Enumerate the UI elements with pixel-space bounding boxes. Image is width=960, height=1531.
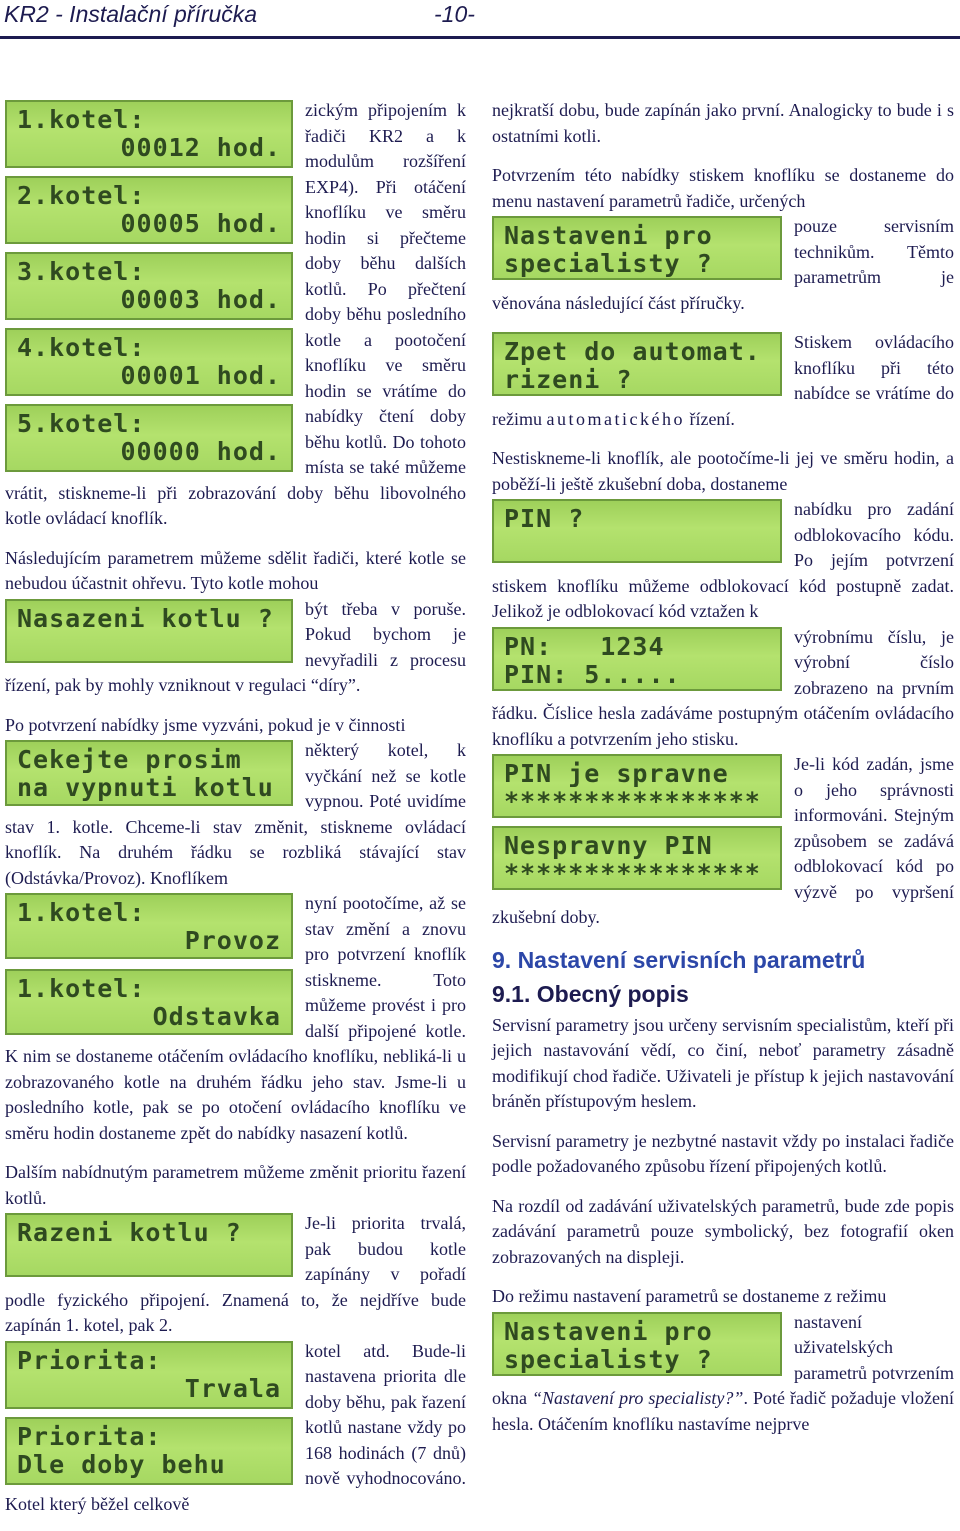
document-title: KR2 - Instalační příručka xyxy=(4,1,258,27)
lcd-line: PN: 1234 xyxy=(504,631,665,661)
lcd-display xyxy=(492,826,782,890)
lcd-pn xyxy=(492,627,782,691)
lcd-line: 3.kotel: xyxy=(17,257,146,286)
lcd-line: Zpet do automat. xyxy=(504,337,761,366)
lcd-display xyxy=(492,332,782,396)
lcd-display xyxy=(5,1341,293,1409)
lcd-line: Trvala xyxy=(184,1373,281,1403)
lcd-line: rizeni ? xyxy=(504,365,633,394)
lcd-display xyxy=(492,754,782,818)
lcd-line: Priorita: xyxy=(17,1421,162,1451)
paragraph xyxy=(492,446,954,497)
paragraph: Je-li kód zadán, jsme o jeho správnosti informováni. Stejným způsobem se zadává odblokovací kód po výzvě po vypršení zkušební doby. xyxy=(492,754,954,927)
lcd-line: Nastaveni pro xyxy=(504,1316,713,1346)
paragraph: být třeba v poruše. Pokud bychom je nevyřadili z procesu řízení, pak by mohly vzniknout v regulaci “díry”. xyxy=(5,598,466,695)
lcd-display xyxy=(492,499,782,563)
lcd-line: PIN ? xyxy=(504,504,585,533)
lcd-priorita-stack xyxy=(5,1341,293,1485)
lcd-display xyxy=(492,216,782,280)
page-header xyxy=(0,0,960,40)
lcd-display xyxy=(492,1312,782,1376)
header-rule xyxy=(0,36,960,39)
paragraph-text: Následujícím parametrem můžeme sdělit řadiči, které kotle se nebudou účastnit ohřevu. Tyto kotle mohou xyxy=(5,547,466,593)
lcd-nasazeni xyxy=(5,599,293,663)
left-column xyxy=(5,98,466,1531)
lcd-razeni xyxy=(5,1213,293,1277)
lcd-line: 2.kotel: xyxy=(17,181,146,210)
right-column xyxy=(492,98,954,1451)
paragraph: výrobnímu číslu, je výrobní číslo zobrazeno na prvním řádku. Číslice hesla zadáváme postupným otáčením ovládacího knoflíku a potvrzením jeho stisku. xyxy=(492,626,954,749)
paragraph xyxy=(492,1284,954,1310)
lcd-line: 1.kotel: xyxy=(17,974,146,1003)
lcd-line: Cekejte prosim xyxy=(17,745,242,774)
paragraph-text: Nestiskneme-li knoflík, ale pootočíme-li jej ve směru hodin, a poběží-li ještě zkušební doba, dostaneme xyxy=(492,448,954,494)
paragraph-text: Do režimu nastavení parametrů se dostaneme z režimu xyxy=(492,1286,887,1306)
paragraph: Je-li priorita trvalá, pak budou kotle zapínány v pořadí podle fyzického připojení. Znamená to, že nejdříve bude zapínán 1. kotel, pak 2. xyxy=(5,1213,466,1335)
lcd-display xyxy=(5,100,293,168)
section-heading: 9. Nastavení servisních parametrů xyxy=(492,946,866,973)
lcd-line: 5.kotel: xyxy=(17,409,146,438)
paragraph-text: Potvrzením této nabídky stiskem knoflíku se dostaneme do menu nastavení parametrů řadiče, určených xyxy=(492,165,954,211)
lcd-specialisty-2 xyxy=(492,1312,782,1376)
paragraph-text: automatického xyxy=(546,408,685,429)
lcd-provoz-stack xyxy=(5,893,293,1035)
lcd-line: **************** xyxy=(504,787,761,816)
paragraph: Servisní parametry jsou určeny servisním specialistům, kteří při jejich nastavování vědí, co činí, neboť parametry zásadně modifikují chod řadiče. Uživateli je přístup k jejich nastavování bráněn přístupovým heslem. xyxy=(492,1014,954,1111)
paragraph: některý kotel, k vyčkání než se kotle vypnou. Poté uvidíme stav 1. kotle. Chceme-li stav změnit, stiskneme ovládací knoflík. Na druhém řádku se rozbliká stávající stav (Odstávka/Provoz). Knoflíkem xyxy=(5,740,466,888)
lcd-hours-stack xyxy=(5,100,293,472)
lcd-cekejte xyxy=(5,740,293,806)
lcd-pin-result-stack xyxy=(492,754,782,890)
paragraph: zickým připojením k řadiči KR2 a k modulům rozšíření EXP4). Při otáčení knoflíku ve směru hodin si přečteme doby běhu dalších kotlů. Po přečtení doby běhu posledního kotle a pootočení knoflíku ve směru hodin se vrátíme do nabídky čtení doby běhu kotlů. Do tohoto místa se také můžeme vrátit, stiskneme-li při zobrazování doby běhu libovolného kotle ovládací knoflík. xyxy=(5,100,466,528)
lcd-line: Provoz xyxy=(184,926,281,955)
paragraph-text: Dalším nabídnutým parametrem můžeme změnit prioritu řazení kotlů. xyxy=(5,1162,466,1208)
lcd-line: Nespravny PIN xyxy=(504,831,713,860)
paragraph-text: Stiskem ovládacího knoflíku při této nabídce se vrátíme do režimu xyxy=(492,332,954,429)
lcd-pin xyxy=(492,499,782,563)
lcd-display xyxy=(5,404,293,472)
paragraph xyxy=(5,713,466,739)
paragraph-text: Po potvrzení nabídky jsme vyzváni, pokud je v činnosti xyxy=(5,714,406,735)
lcd-line: specialisty ? xyxy=(504,1344,713,1374)
lcd-line: Razeni kotlu ? xyxy=(17,1218,242,1247)
lcd-line: specialisty ? xyxy=(504,249,713,278)
lcd-display xyxy=(5,328,293,396)
paragraph xyxy=(5,1160,466,1211)
lcd-line: 00005 hod. xyxy=(120,209,281,238)
paragraph: nabídku pro zadání odblokovacího kódu. Po jejím potvrzení stiskem knoflíku můžeme odblokovací kód postupně zadat. Jelikož je odblokovací kód vztažen k xyxy=(492,499,954,621)
lcd-line: **************** xyxy=(504,859,761,888)
lcd-line: Nastaveni pro xyxy=(504,221,713,250)
paragraph: nyní pootočíme, až se stav změní a znovu pro potvrzení knoflík stiskneme. Toto můžeme provést i pro další připojené kotle. K nim se dostaneme otáčením ovládacího knoflíku, nebliká-li u zobrazovaného kotle na druhém řádku jeho stav. Jsme-li u posledního kotle, pak se po otočení ovládacího knoflíku ve směru hodin dostaneme zpět do nabídky nasazení kotlů. xyxy=(5,893,466,1143)
paragraph-text: . Poté řadič požaduje vložení hesla. Otáčením knoflíku nastavíme nejprve xyxy=(492,1388,954,1434)
lcd-line: 1.kotel: xyxy=(17,105,146,134)
lcd-line: Priorita: xyxy=(17,1345,162,1375)
lcd-line: 4.kotel: xyxy=(17,333,146,362)
paragraph: nejkratší dobu, bude zapínán jako první. Analogicky to bude i s ostatními kotli. xyxy=(492,100,954,146)
lcd-display xyxy=(5,969,293,1035)
lcd-display xyxy=(492,627,782,691)
lcd-line: 1.kotel: xyxy=(17,898,146,927)
lcd-display xyxy=(5,893,293,959)
lcd-specialisty xyxy=(492,216,782,280)
lcd-line: 00003 hod. xyxy=(120,285,281,314)
lcd-display xyxy=(5,176,293,244)
subsection-heading: 9.1. Obecný popis xyxy=(492,980,689,1007)
lcd-line: 00001 hod. xyxy=(120,361,281,390)
lcd-line: Odstavka xyxy=(152,1002,281,1031)
lcd-display xyxy=(5,1213,293,1277)
lcd-zpet xyxy=(492,332,782,396)
lcd-display xyxy=(5,1417,293,1485)
lcd-display xyxy=(5,599,293,663)
lcd-display xyxy=(5,740,293,806)
lcd-display xyxy=(5,252,293,320)
paragraph xyxy=(492,163,954,214)
paragraph xyxy=(5,546,466,597)
page-number: -10- xyxy=(434,1,475,27)
lcd-line: PIN: 5..... xyxy=(504,659,681,689)
lcd-line: 00000 hod. xyxy=(120,437,281,466)
paragraph-text: nastavení uživatelských parametrů potvrzením okna xyxy=(492,1311,954,1408)
lcd-line: 00012 hod. xyxy=(120,133,281,162)
paragraph: pouze servisním technikům. Těmto parametrům je věnována následující část příručky. xyxy=(492,216,954,313)
lcd-line: Dle doby behu xyxy=(17,1449,226,1479)
paragraph: Servisní parametry je nezbytné nastavit vždy po instalaci řadiče podle požadovaného způsobu řízení připojených kotlů. xyxy=(492,1130,954,1176)
paragraph-text: řízení. xyxy=(689,408,735,429)
paragraph: kotel atd. Bude-li nastavena priorita dle doby běhu, pak řazení kotlů nastane vždy po 168 hodinách (7 dnů) nově vyhodnocováno. Kotel který běžel celkově xyxy=(5,1340,466,1514)
paragraph: Na rozdíl od zadávání uživatelských parametrů, bude zde popis zadávání parametrů pouze symbolický, bez fotografií oken zobrazovaných na displeji. xyxy=(492,1195,954,1267)
paragraph-quote: “Nastavení pro specialisty?” xyxy=(532,1388,744,1408)
lcd-line: PIN je spravne xyxy=(504,759,729,788)
lcd-line: na vypnuti kotlu xyxy=(17,773,274,802)
lcd-line: Nasazeni kotlu ? xyxy=(17,603,274,633)
